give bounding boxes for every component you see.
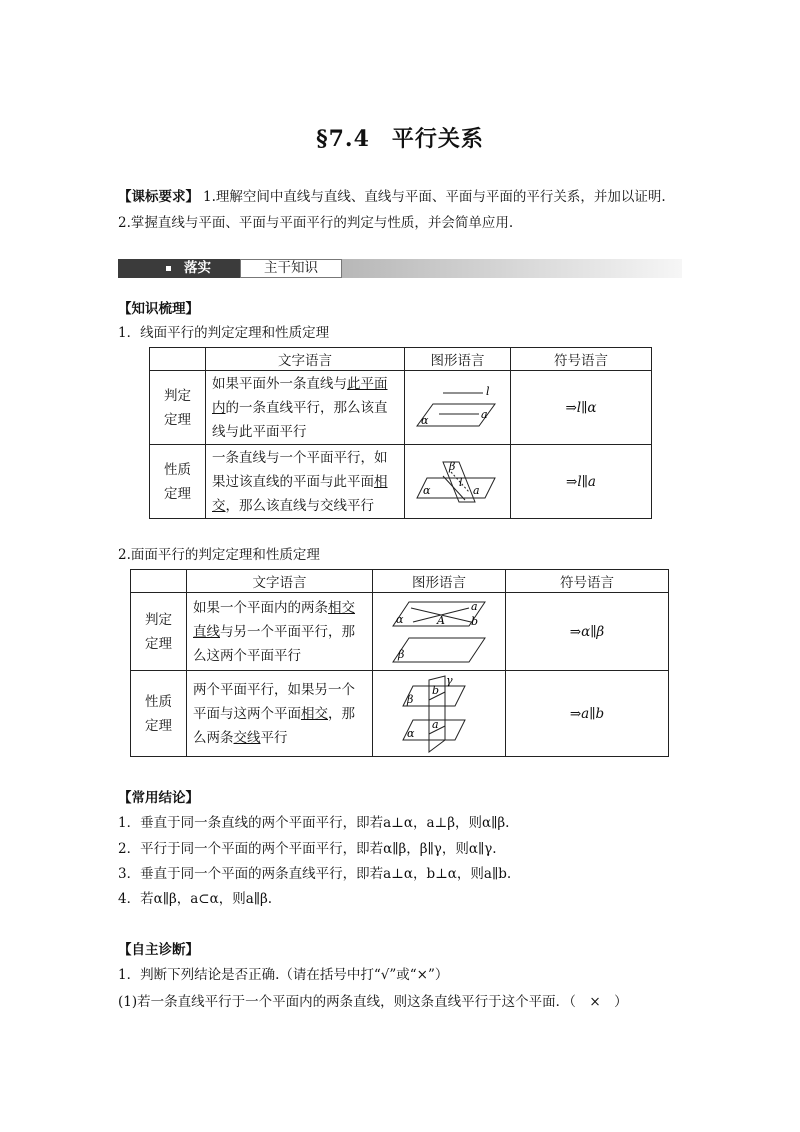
conclusion-item: 2．平行于同一个平面的两个平面平行，即若α∥β，β∥γ，则α∥γ. (118, 841, 497, 857)
requirements-line-1 (118, 188, 666, 206)
requirements-label: 【课标要求】 (118, 189, 199, 205)
row-symbol: ⇒l∥α (511, 371, 652, 445)
label-beta: β (407, 692, 414, 706)
label-alpha: α (396, 612, 404, 626)
conclusion-item: 4．若α∥β，a⊂α，则a∥β. (118, 891, 273, 907)
banner-tag (118, 259, 240, 278)
table-line-plane-parallel (149, 347, 652, 519)
row-figure (373, 671, 506, 757)
row-figure (373, 593, 506, 671)
label-alpha: α (407, 726, 415, 740)
table-plane-plane-parallel (130, 569, 669, 757)
label-b: b (432, 683, 440, 697)
header-cell-empty (150, 348, 206, 371)
table-row (150, 371, 652, 445)
row-text: 一条直线与一个平面平行，如 果过该直线的平面与此平面相 交，那么该直线与交线平行 (206, 445, 405, 519)
table-header-row (131, 570, 669, 593)
header-cell-text-language: 文字语言 (206, 348, 405, 371)
header-cell-symbol-language: 符号语言 (506, 570, 669, 593)
row-symbol: ⇒a∥b (506, 671, 669, 757)
label-a: a (471, 599, 478, 613)
table-row (131, 593, 669, 671)
page-title (0, 122, 800, 153)
label-b: b (471, 614, 479, 628)
label-a: a (472, 483, 480, 497)
banner-tag-text: 落实 (184, 260, 211, 276)
row-text: 如果平面外一条直线与此平面 内的一条直线平行，那么该直 线与此平面平行 (206, 371, 405, 445)
knowledge-heading: 【知识梳理】 (118, 301, 199, 317)
table-header-row (150, 348, 652, 371)
label-beta: β (398, 647, 405, 661)
table-row (150, 445, 652, 519)
section-banner (118, 259, 682, 278)
line-plane-property-figure (413, 456, 503, 508)
requirements-text-1: 1.理解空间中直线与直线、直线与平面、平面与平面的平行关系，并加以证明. (203, 189, 666, 205)
label-alpha: α (422, 483, 430, 497)
label-l: l (458, 475, 463, 489)
label-a: a (432, 717, 439, 731)
label-beta: β (448, 459, 455, 473)
conclusion-item: 3．垂直于同一个平面的两条直线平行，即若a⊥α，b⊥α，则a∥b. (118, 866, 512, 882)
label-gamma: γ (446, 673, 453, 687)
conclusion-item: 1．垂直于同一条直线的两个平面平行，即若a⊥α，a⊥β，则α∥β. (118, 815, 510, 831)
row-symbol: ⇒l∥a (511, 445, 652, 519)
requirements-line-2: 2.掌握直线与平面、平面与平面平行的判定与性质，并会简单应用. (118, 215, 514, 231)
table2-caption: 2.面面平行的判定定理和性质定理 (118, 547, 320, 563)
label-a: a (480, 407, 488, 421)
label-l: l (485, 384, 490, 398)
plane-plane-judgment-figure (389, 598, 489, 666)
row-label: 性质 定理 (150, 445, 206, 519)
line-plane-judgment-figure (413, 382, 503, 434)
row-label: 性质 定理 (131, 671, 187, 757)
row-label: 判定 定理 (131, 593, 187, 671)
row-text: 两个平面平行，如果另一个 平面与这两个平面相交，那 么两条交线平行 (187, 671, 373, 757)
label-alpha: α (420, 413, 428, 427)
row-symbol: ⇒α∥β (506, 593, 669, 671)
section-name: 平行关系 (391, 126, 484, 152)
plane-plane-property-figure (399, 674, 479, 754)
row-figure (405, 371, 511, 445)
header-cell-symbol-language: 符号语言 (511, 348, 652, 371)
banner-topic: 主干知识 (240, 259, 342, 278)
diagnosis-question: 1．判断下列结论是否正确.（请在括号中打“√”或“×”） (118, 967, 449, 983)
header-cell-text-language: 文字语言 (187, 570, 373, 593)
diagnosis-item: (1)若一条直线平行于一个平面内的两条直线，则这条直线平行于这个平面．（ × ） (118, 994, 628, 1010)
diagnosis-heading: 【自主诊断】 (118, 942, 199, 958)
label-A: A (437, 613, 445, 627)
row-text: 如果一个平面内的两条相交 直线与另一个平面平行，那 么这两个平面平行 (187, 593, 373, 671)
square-bullet-icon (166, 266, 171, 271)
row-figure (405, 445, 511, 519)
header-cell-figure-language: 图形语言 (405, 348, 511, 371)
section-number: §7.4 (316, 126, 370, 152)
table1-caption: 1．线面平行的判定定理和性质定理 (118, 325, 330, 341)
header-cell-figure-language: 图形语言 (373, 570, 506, 593)
header-cell-empty (131, 570, 187, 593)
conclusions-heading: 【常用结论】 (118, 790, 199, 806)
table-row (131, 671, 669, 757)
row-label: 判定 定理 (150, 371, 206, 445)
